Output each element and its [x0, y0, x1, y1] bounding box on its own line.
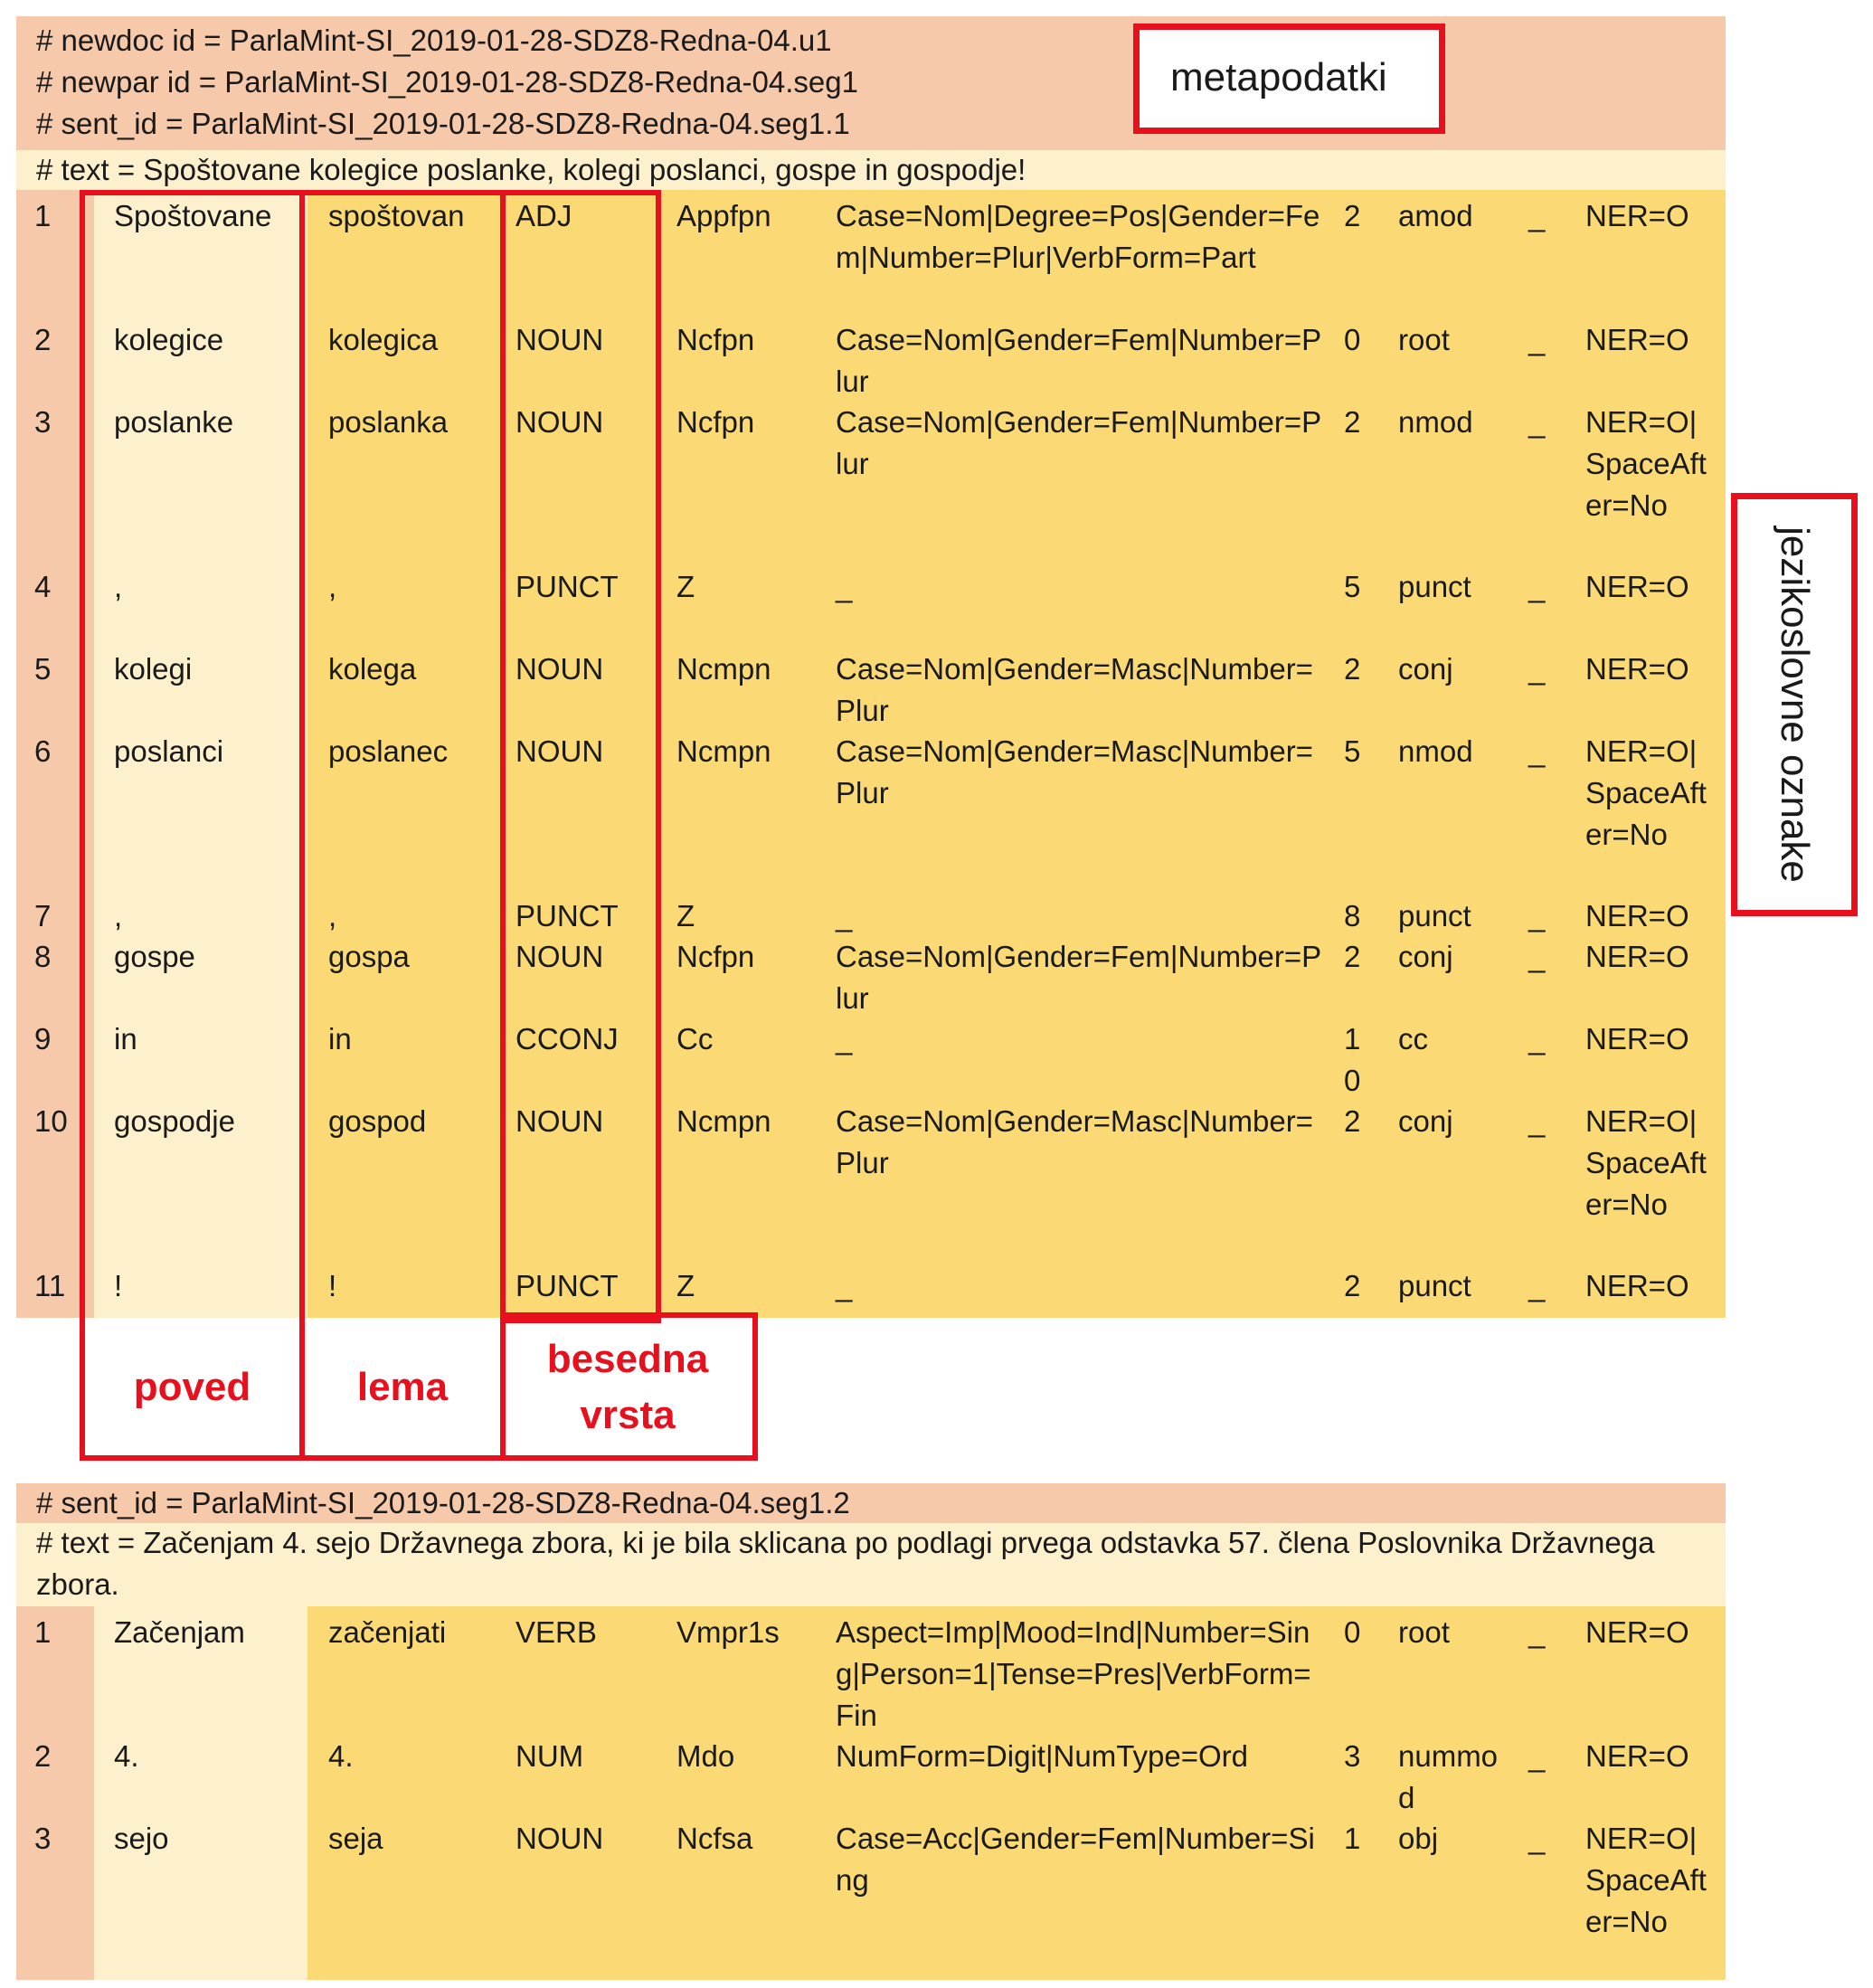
token-deprel: nmod — [1398, 405, 1473, 439]
token-head: 3 — [1344, 1739, 1361, 1773]
token-deprel: root — [1398, 323, 1450, 356]
linguistic-tags-callout — [1731, 493, 1858, 916]
token-form: gospe — [114, 940, 195, 973]
token-xpos: Ncfsa — [676, 1822, 753, 1855]
token-id: 2 — [34, 1739, 52, 1773]
token-lemma: kolegica — [328, 323, 439, 356]
token-deprel: punct — [1398, 899, 1471, 932]
token-misc: NER=O — [1585, 1269, 1689, 1302]
token-misc: NER=O — [1585, 570, 1689, 603]
token-feats: _ — [836, 899, 853, 932]
token-lemma: in — [328, 1022, 352, 1056]
token-lemma: poslanka — [328, 405, 449, 439]
token-deps: _ — [1528, 652, 1546, 686]
token-id: 1 — [34, 1615, 52, 1649]
token-head: 0 — [1344, 1615, 1361, 1649]
token-xpos: Mdo — [676, 1739, 735, 1773]
token-feats: Case=Nom|Gender=Masc|Number=Plur — [836, 1104, 1313, 1179]
token-lemma: začenjati — [328, 1615, 447, 1649]
token-deprel: conj — [1398, 1104, 1453, 1138]
token-form: , — [114, 570, 123, 603]
token-misc: NER=O — [1585, 1022, 1689, 1056]
token-misc: NER=O — [1585, 323, 1689, 356]
token-deps: _ — [1528, 940, 1546, 973]
token-deps: _ — [1528, 1615, 1546, 1649]
metadata-callout — [1133, 24, 1445, 134]
token-upos: PUNCT — [516, 570, 619, 603]
token-misc: NER=O — [1585, 940, 1689, 973]
token-misc: NER=O — [1585, 1739, 1689, 1773]
token-feats: NumForm=Digit|NumType=Ord — [836, 1739, 1249, 1773]
token-deps: _ — [1528, 199, 1546, 232]
token-id: 3 — [34, 405, 52, 439]
token-form: 4. — [114, 1739, 139, 1773]
token-form: poslanci — [114, 734, 224, 768]
token-deps: _ — [1528, 323, 1546, 356]
token-head: 1 — [1344, 1822, 1361, 1855]
sentence-text-block-2 — [16, 1523, 1726, 1606]
token-head: 2 — [1344, 652, 1361, 686]
token-feats: _ — [836, 570, 853, 603]
sentence-text-block — [16, 150, 1726, 190]
metadata-block — [16, 16, 1726, 150]
token-deps: _ — [1528, 1104, 1546, 1138]
token-xpos: Ncmpn — [676, 1104, 771, 1138]
token-head: 8 — [1344, 899, 1361, 932]
token-deprel: amod — [1398, 199, 1473, 232]
token-lemma: gospod — [328, 1104, 427, 1138]
token-head: 2 — [1344, 199, 1361, 232]
token-id: 4 — [34, 570, 52, 603]
form-column-background — [94, 1606, 307, 1980]
token-feats: Case=Acc|Gender=Fem|Number=Sing — [836, 1822, 1315, 1897]
token-upos: ADJ — [516, 199, 572, 232]
token-deps: _ — [1528, 570, 1546, 603]
token-upos: NOUN — [516, 1104, 604, 1138]
token-table-2 — [16, 1606, 1726, 1980]
token-head: 2 — [1344, 405, 1361, 439]
token-upos: NOUN — [516, 652, 604, 686]
token-misc: NER=O|SpaceAfter=No — [1585, 1822, 1707, 1938]
newpar-line: # newpar id = ParlaMint-SI_2019-01-28-SDZ8-Redna-04.seg1 — [36, 65, 858, 99]
token-head: 10 — [1344, 1022, 1361, 1097]
newdoc-line: # newdoc id = ParlaMint-SI_2019-01-28-SDZ8-Redna-04.u1 — [36, 24, 832, 57]
token-misc: NER=O — [1585, 1615, 1689, 1649]
token-feats: Case=Nom|Gender=Fem|Number=Plur — [836, 405, 1322, 480]
token-misc: NER=O|SpaceAfter=No — [1585, 734, 1707, 851]
token-upos: NOUN — [516, 1822, 604, 1855]
sentence-text-line-2: # text = Začenjam 4. sejo Državnega zbora, ki je bila sklicana po podlagi prvega odstavka 57. člena Poslovnika Državnega zbora. — [36, 1526, 1655, 1601]
token-deps: _ — [1528, 1022, 1546, 1056]
token-lemma: spoštovan — [328, 199, 465, 232]
token-head: 5 — [1344, 570, 1361, 603]
token-lemma: ! — [328, 1269, 337, 1302]
token-form: Začenjam — [114, 1615, 245, 1649]
token-id: 9 — [34, 1022, 52, 1056]
token-deps: _ — [1528, 899, 1546, 932]
token-xpos: Cc — [676, 1022, 714, 1056]
token-upos: NOUN — [516, 323, 604, 356]
token-deps: _ — [1528, 405, 1546, 439]
token-misc: NER=O|SpaceAfter=No — [1585, 405, 1707, 522]
token-upos: NUM — [516, 1739, 584, 1773]
token-deps: _ — [1528, 734, 1546, 768]
token-id: 2 — [34, 323, 52, 356]
linguistic-tags-callout-label: jezikoslovne oznake — [1773, 526, 1817, 883]
token-deprel: nummod — [1398, 1739, 1499, 1814]
token-head: 2 — [1344, 940, 1361, 973]
token-xpos: Ncfpn — [676, 405, 755, 439]
token-lemma: , — [328, 570, 337, 603]
token-xpos: Ncfpn — [676, 323, 755, 356]
token-upos: NOUN — [516, 734, 604, 768]
poved-column-frame — [80, 190, 305, 1461]
sent-id-line: # sent_id = ParlaMint-SI_2019-01-28-SDZ8-Redna-04.seg1.1 — [36, 107, 850, 140]
token-xpos: Z — [676, 899, 695, 932]
token-upos: NOUN — [516, 940, 604, 973]
token-id: 5 — [34, 652, 52, 686]
token-deprel: punct — [1398, 1269, 1471, 1302]
lema-column-frame — [299, 190, 506, 1461]
token-deprel: conj — [1398, 940, 1453, 973]
token-feats: Case=Nom|Gender=Masc|Number=Plur — [836, 734, 1313, 809]
token-misc: NER=O — [1585, 199, 1689, 232]
token-id: 6 — [34, 734, 52, 768]
besedna-vrsta-label: besedna vrsta — [546, 1337, 709, 1437]
token-feats: _ — [836, 1269, 853, 1302]
token-deprel: punct — [1398, 570, 1471, 603]
lema-label: lema — [356, 1365, 449, 1409]
token-deps: _ — [1528, 1739, 1546, 1773]
token-misc: NER=O — [1585, 899, 1689, 932]
token-form: kolegice — [114, 323, 224, 356]
token-head: 5 — [1344, 734, 1361, 768]
token-deprel: root — [1398, 1615, 1450, 1649]
token-form: , — [114, 899, 123, 932]
token-form: in — [114, 1022, 137, 1056]
token-deprel: nmod — [1398, 734, 1473, 768]
sentence-text-line: # text = Spoštovane kolegice poslanke, kolegi poslanci, gospe in gospodje! — [36, 153, 1026, 186]
token-head: 2 — [1344, 1269, 1361, 1302]
token-upos: VERB — [516, 1615, 597, 1649]
token-xpos: Appfpn — [676, 199, 771, 232]
token-feats: Case=Nom|Gender=Masc|Number=Plur — [836, 652, 1313, 727]
token-feats: Aspect=Imp|Mood=Ind|Number=Sing|Person=1|Tense=Pres|VerbForm=Fin — [836, 1615, 1311, 1732]
token-form: gospodje — [114, 1104, 235, 1138]
token-feats: _ — [836, 1022, 853, 1056]
metadata-callout-label: metapodatki — [1170, 55, 1387, 99]
token-deprel: obj — [1398, 1822, 1439, 1855]
token-id: 10 — [34, 1104, 68, 1138]
poved-label: poved — [133, 1365, 251, 1409]
token-head: 0 — [1344, 323, 1361, 356]
id-column-background — [16, 1606, 94, 1980]
token-id: 11 — [34, 1269, 66, 1302]
sent-id-line-2: # sent_id = ParlaMint-SI_2019-01-28-SDZ8-Redna-04.seg1.2 — [36, 1486, 850, 1519]
token-deprel: conj — [1398, 652, 1453, 686]
token-form: poslanke — [114, 405, 234, 439]
token-deps: _ — [1528, 1822, 1546, 1855]
token-xpos: Ncfpn — [676, 940, 755, 973]
token-lemma: kolega — [328, 652, 417, 686]
token-xpos: Ncmpn — [676, 652, 771, 686]
token-id: 3 — [34, 1822, 52, 1855]
token-lemma: , — [328, 899, 337, 932]
token-lemma: poslanec — [328, 734, 449, 768]
token-upos: PUNCT — [516, 1269, 619, 1302]
token-form: Spoštovane — [114, 199, 272, 232]
token-lemma: 4. — [328, 1739, 354, 1773]
token-xpos: Vmpr1s — [676, 1615, 780, 1649]
token-deprel: cc — [1398, 1022, 1428, 1056]
token-lemma: seja — [328, 1822, 383, 1855]
token-upos: CCONJ — [516, 1022, 619, 1056]
token-misc: NER=O — [1585, 652, 1689, 686]
token-xpos: Z — [676, 1269, 695, 1302]
token-feats: Case=Nom|Degree=Pos|Gender=Fem|Number=Plur|VerbForm=Part — [836, 199, 1320, 274]
token-id: 8 — [34, 940, 52, 973]
token-feats: Case=Nom|Gender=Fem|Number=Plur — [836, 940, 1322, 1015]
token-id: 7 — [34, 899, 52, 932]
token-upos: PUNCT — [516, 899, 619, 932]
token-form: sejo — [114, 1822, 169, 1855]
token-upos: NOUN — [516, 405, 604, 439]
token-lemma: gospa — [328, 940, 410, 973]
token-feats: Case=Nom|Gender=Fem|Number=Plur — [836, 323, 1322, 398]
token-xpos: Ncmpn — [676, 734, 771, 768]
token-form: ! — [114, 1269, 123, 1302]
token-head: 2 — [1344, 1104, 1361, 1138]
token-form: kolegi — [114, 652, 193, 686]
token-deps: _ — [1528, 1269, 1546, 1302]
metadata-block-2 — [16, 1483, 1726, 1523]
besedna-vrsta-column-frame — [500, 190, 661, 1323]
token-misc: NER=O|SpaceAfter=No — [1585, 1104, 1707, 1221]
token-id: 1 — [34, 199, 52, 232]
token-xpos: Z — [676, 570, 695, 603]
